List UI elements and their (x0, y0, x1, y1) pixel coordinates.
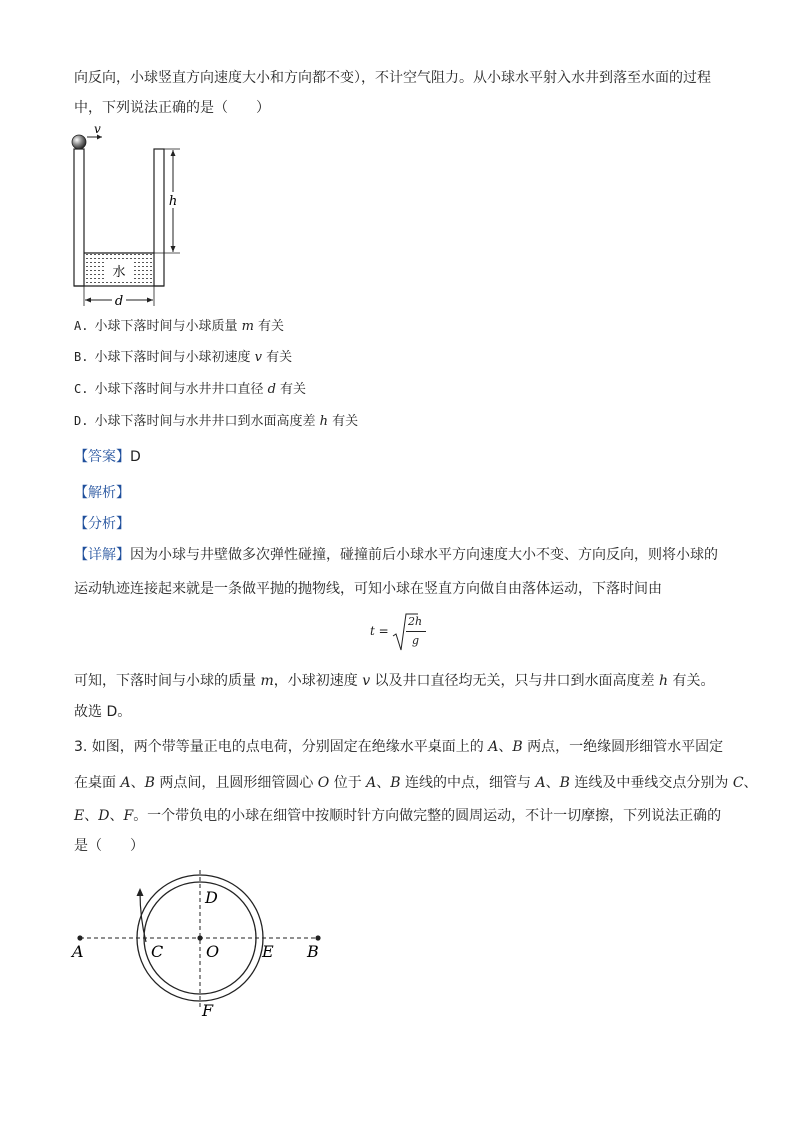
direction-arrow (140, 892, 146, 942)
text: 。一个带负电的小球在细管中按顺时针方向做完整的圆周运动，不计一切摩擦，下列说法正确的 (133, 808, 722, 824)
well-left-wall (74, 149, 84, 286)
variable: h (659, 673, 669, 689)
answer-value: D (130, 449, 141, 465)
variable: D (98, 808, 110, 824)
variable: B (390, 775, 401, 791)
detail-text: 因为小球与井壁做多次弹性碰撞，碰撞前后小球水平方向速度大小不变、方向反向，则将小球的 (130, 547, 718, 563)
text: 有关。 (668, 673, 715, 689)
variable: E (74, 808, 85, 824)
variable: F (123, 808, 134, 824)
q3-line-4: 是（ ） (74, 838, 144, 854)
option-c[interactable] (74, 379, 306, 400)
variable: A (488, 739, 499, 755)
variable: v (362, 673, 371, 689)
option-text: 小球下落时间与小球质量 (94, 319, 242, 334)
option-b[interactable] (74, 347, 292, 368)
text: 连线的中点，细管与 (400, 775, 536, 791)
option-text: 有关 (327, 414, 359, 429)
text: 、 (743, 775, 758, 791)
point-a (77, 935, 82, 940)
diameter-label: d (114, 294, 124, 309)
option-key: A. (74, 319, 89, 333)
detail-label: 【详解】 (74, 547, 130, 563)
height-label: h (168, 194, 178, 209)
option-text: 有关 (275, 382, 307, 397)
text: 、 (376, 775, 391, 791)
variable: O (317, 775, 330, 791)
analysis-heading: 【解析】 (74, 485, 130, 501)
point-b (315, 935, 320, 940)
text: 、 (84, 808, 99, 824)
option-text: 小球下落时间与水井井口直径 (94, 382, 268, 397)
text: 两点，一绝缘圆形细管水平固定 (522, 739, 724, 755)
text: 3. 如图，两个带等量正电的点电荷，分别固定在绝缘水平桌面上的 (74, 739, 489, 755)
text: 、 (109, 808, 124, 824)
variable: A (366, 775, 377, 791)
q3-line-1 (74, 737, 723, 757)
choose-line: 故选 D。 (74, 704, 132, 720)
option-key: B. (74, 350, 89, 364)
answer-line (74, 447, 141, 467)
option-text: 有关 (261, 350, 293, 365)
option-text: 小球下落时间与水井井口到水面高度差 (94, 414, 320, 429)
text: 连线及中垂线交点分别为 (569, 775, 733, 791)
text: 、 (545, 775, 560, 791)
variable: A (535, 775, 546, 791)
ball-icon (72, 135, 86, 149)
velocity-label: v (94, 122, 101, 136)
question-text-line-1: 向反向，小球竖直方向速度大小和方向都不变），不计空气阻力。从小球水平射入水井到落至水面的过程 (74, 70, 711, 86)
text: 以及井口直径均无关，只与井口到水面高度差 (370, 673, 660, 689)
text: 位于 (329, 775, 367, 791)
q3-line-3 (74, 806, 721, 826)
variable: m (260, 673, 274, 689)
variable: B (512, 739, 523, 755)
option-key: D. (74, 414, 89, 428)
variable: d (267, 382, 276, 397)
variable: m (241, 319, 254, 334)
label-f: F (202, 1001, 214, 1020)
ring-diagram (66, 868, 336, 1023)
option-text: 有关 (253, 319, 285, 334)
answer-label: 【答案】 (74, 449, 130, 465)
label-d: D (205, 888, 218, 907)
text: 在桌面 (74, 775, 121, 791)
text: ，小球初速度 (273, 673, 363, 689)
option-d[interactable] (74, 411, 358, 432)
detail-line-2: 运动轨迹连接起来就是一条做平抛的抛物线，可知小球在竖直方向做自由落体运动，下落时间由 (74, 581, 662, 597)
formula-denominator: g (412, 634, 420, 647)
label-o: O (206, 942, 220, 961)
detail-line-1 (74, 545, 718, 565)
variable: h (319, 414, 328, 429)
well-diagram (66, 122, 186, 312)
formula-numerator: 2h (408, 615, 423, 628)
text: 、 (498, 739, 513, 755)
option-a[interactable] (74, 316, 284, 337)
conclusion-line (74, 671, 715, 691)
label-e: E (262, 942, 274, 961)
label-a: A (72, 942, 84, 961)
option-text: 小球下落时间与小球初速度 (94, 350, 255, 365)
question-text-line-2: 中，下列说法正确的是（ ） (74, 100, 270, 116)
point-o (197, 935, 202, 940)
variable: v (254, 350, 262, 365)
label-c: C (151, 942, 164, 961)
variable: C (732, 775, 744, 791)
text: 、 (130, 775, 145, 791)
q3-line-2 (74, 773, 758, 793)
well-right-wall (154, 149, 164, 286)
formula-lhs: t = (370, 624, 389, 638)
label-b: B (307, 942, 319, 961)
water-label: 水 (112, 265, 126, 280)
variable: B (559, 775, 570, 791)
option-key: C. (74, 382, 89, 396)
fenxi-heading: 【分析】 (74, 516, 130, 532)
text: 两点间，且圆形细管圆心 (154, 775, 318, 791)
variable: A (120, 775, 131, 791)
text: 可知，下落时间与小球的质量 (74, 673, 261, 689)
variable: B (144, 775, 155, 791)
